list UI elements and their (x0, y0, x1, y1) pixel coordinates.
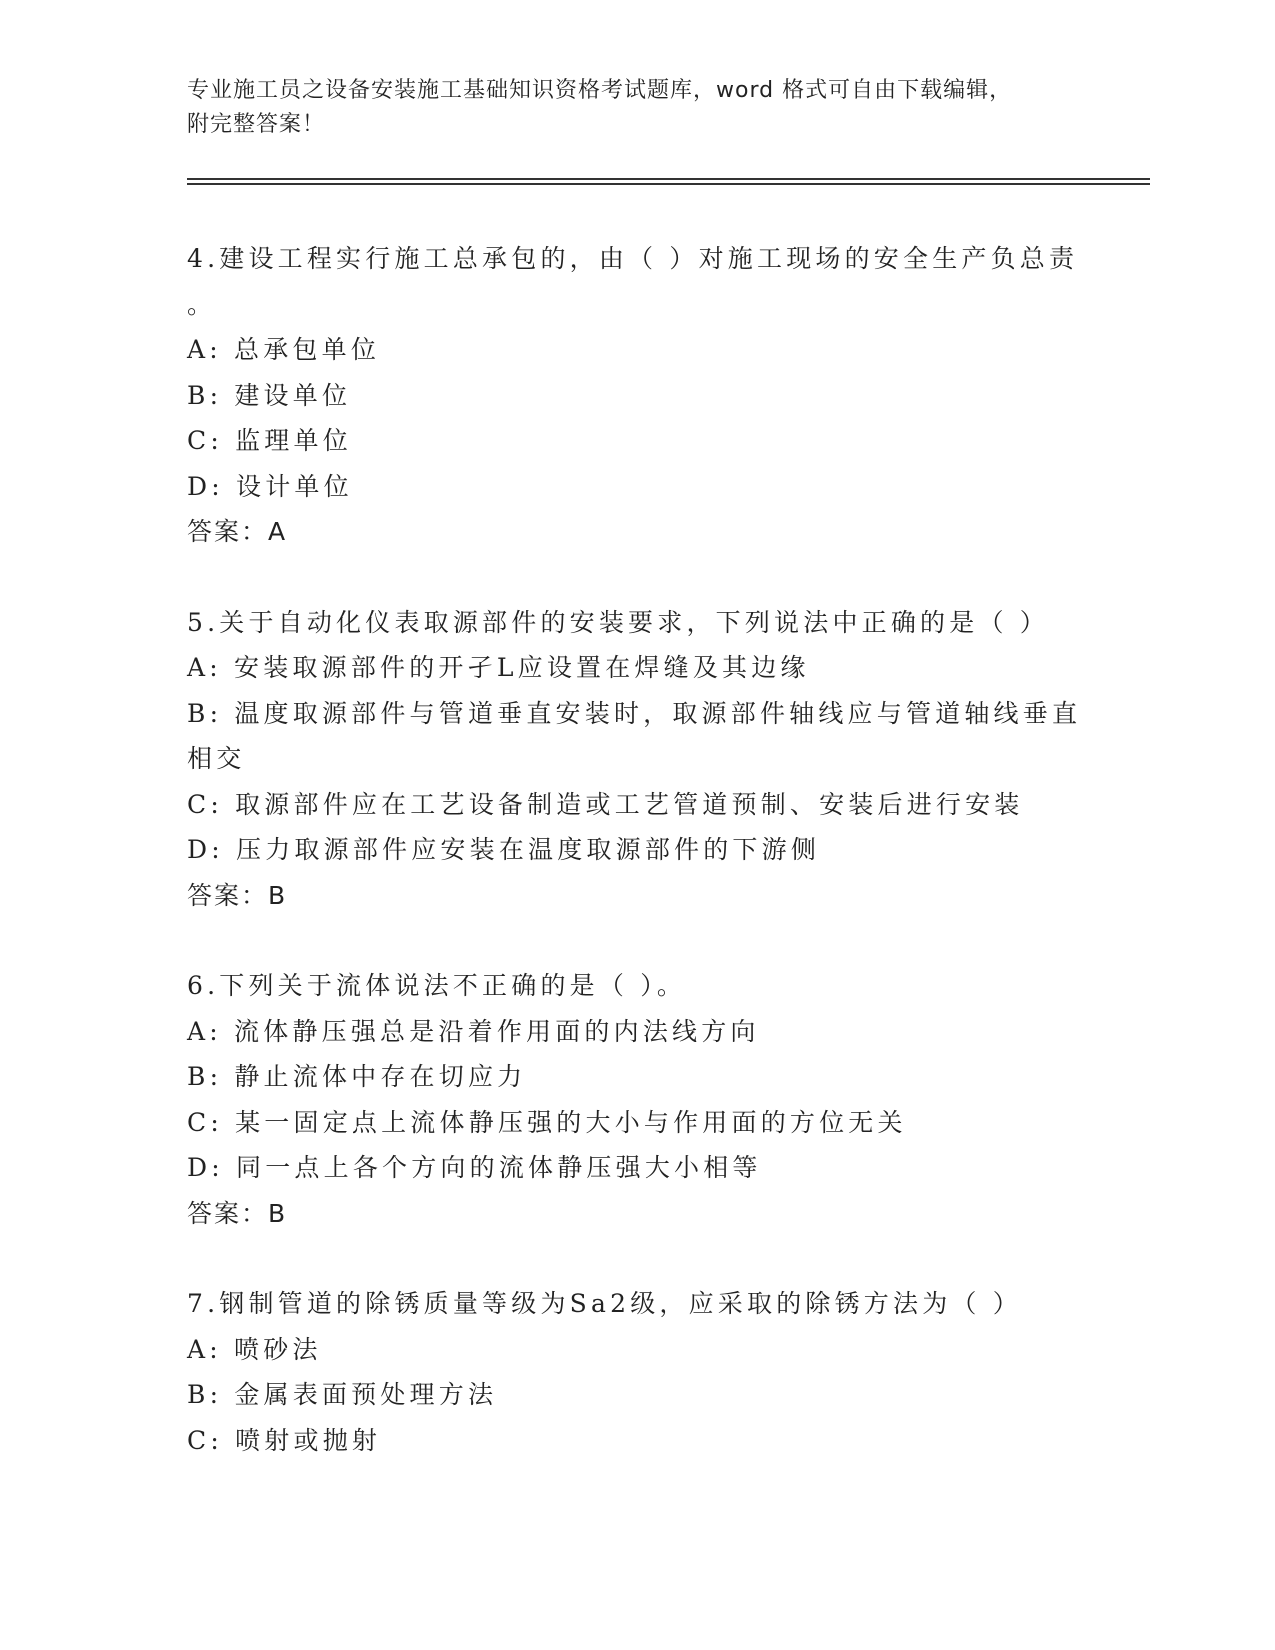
question-stem: 5.关于自动化仪表取源部件的安装要求，下列说法中正确的是（ ） (187, 607, 1050, 637)
option-c: C: 取源部件应在工艺设备制造或工艺管道预制、安装后进行安装 (187, 789, 1024, 819)
option-a: A: 总承包单位 (187, 335, 381, 364)
question-stem: 6.下列关于流体说法不正确的是（ ）。 (187, 971, 687, 1000)
question-4 (187, 236, 1087, 555)
header-line-1: 专业施工员之设备安装施工基础知识资格考试题库，word 格式可自由下载编辑， (187, 78, 1013, 103)
option-d: D: 同一点上各个方向的流体静压强大小相等 (187, 1153, 762, 1182)
question-list (187, 236, 1087, 1508)
document-header (187, 74, 1087, 142)
option-b: B: 静止流体中存在切应力 (187, 1062, 527, 1091)
option-d: D: 压力取源部件应安装在温度取源部件的下游侧 (187, 835, 821, 864)
option-d: D: 设计单位 (187, 471, 353, 501)
option-a: A: 流体静压强总是沿着作用面的内法线方向 (187, 1016, 760, 1046)
option-a: A: 喷砂法 (187, 1334, 322, 1364)
question-7 (187, 1281, 1087, 1463)
option-b-continued: 相交 (187, 744, 246, 773)
question-stem: 4.建设工程实行施工总承包的，由（ ）对施工现场的安全生产负总责 (187, 244, 1079, 273)
question-stem: 7.钢制管道的除锈质量等级为Sa2级，应采取的除锈方法为（ ） (187, 1289, 1022, 1318)
option-b: B: 建设单位 (187, 380, 352, 410)
option-c: C: 某一固定点上流体静压强的大小与作用面的方位无关 (187, 1107, 907, 1137)
question-stem-continued: 。 (187, 289, 217, 319)
header-divider-bottom (187, 183, 1150, 185)
question-5 (187, 600, 1087, 919)
option-c: C: 监理单位 (187, 426, 352, 455)
option-b: B: 温度取源部件与管道垂直安装时，取源部件轴线应与管道轴线垂直 (187, 698, 1082, 728)
header-line-2: 附完整答案！ (187, 112, 326, 137)
option-a: A: 安装取源部件的开孑L应设置在焊缝及其边缘 (187, 653, 810, 682)
answer-label: 答案：B (187, 1198, 288, 1228)
option-c: C: 喷射或抛射 (187, 1425, 382, 1455)
question-6 (187, 963, 1087, 1236)
header-divider-top (187, 178, 1150, 180)
option-b: B: 金属表面预处理方法 (187, 1380, 498, 1409)
answer-label: 答案：B (187, 880, 288, 910)
answer-label: 答案：A (187, 517, 288, 546)
